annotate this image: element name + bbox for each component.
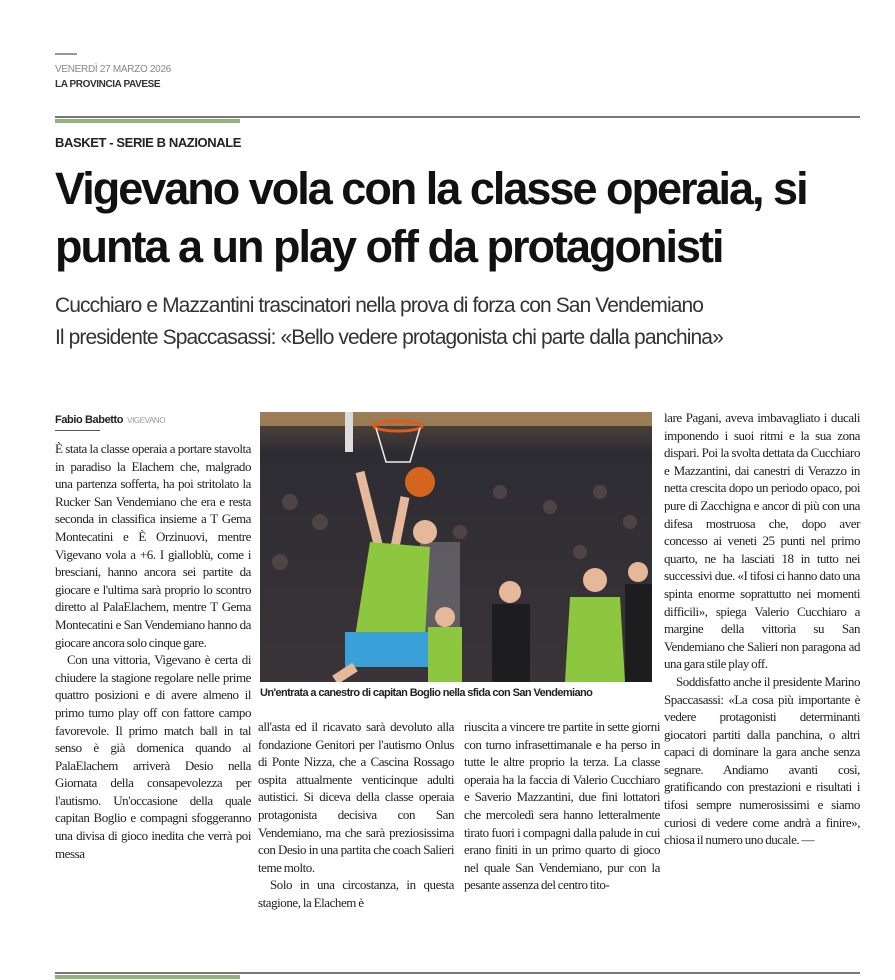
section-divider: [55, 116, 860, 118]
bottom-divider: [55, 972, 860, 974]
paragraph: Soddisfatto anche il presidente Marino Spaccasassi: «La cosa più importante è vedere protagonisti determinanti giocatori partiti dalla panchina, o altri capaci di dominare la gara anche senza segnare. Andiamo avanti così, gratificando con prestazioni e risultati i tifosi sempre numerosissimi e siamo curiosi di vedere come andrà a finire», chiosa il numero uno ducale. —: [664, 673, 860, 848]
section-accent-bar: [55, 119, 240, 123]
paragraph: lare Pagani, aveva imbavagliato i ducali imponendo i suoi ritmi e la sua zona dispari. Poi la svolta dettata da Cucchiaro e Mazzantini, dai canestri di Verazzo in netta crescita dopo un periodo opaco, poi pure di Zacchigna e ancor di più con una difesa mostruosa che, dopo aver concesso ai veneti 25 punti nel primo quarto, ne ha lasciati 18 in tutto nei successivi due. «I tifosi ci hanno dato una spinta enorme soprattutto nei momenti difficili», spiega Valerio Cucchiaro a margine della vittoria su San Vendemiano che Salieri non paragona ad una gara stile play off.: [664, 410, 860, 672]
top-rule: [55, 53, 77, 55]
paragraph: Solo in una circostanza, in questa stagione, la Elachem è: [258, 877, 454, 910]
headline: Vigevano vola con la classe operaia, si punta a un play off da protagonisti: [55, 163, 807, 272]
article-column-2: [258, 718, 454, 970]
paragraph: all'asta ed il ricavato sarà devoluto alla fondazione Genitori per l'autismo Onlus di Ponte Nizza, che a Cascina Rossago ospita attualmente venticinque adulti autistici. Si diceva della classe operaia protagonista decisiva con San Vendemiano, ma che sarà preziosissima con Desio in una partita che coach Salieri teme molto.: [258, 719, 454, 875]
paragraph: riuscita a vincere tre partite in sette giorni con turno infrasettimanale e ha perso in tutte le altre proprio la terza. La classe operaia ha la faccia di Valerio Cucchiaro e Saverio Mazzantini, due fini lottatori che mercoledì sera hanno letteralmente tirato fuori i compagni dalla palude in cui erano finiti in un primo quarto di gioco nel quale San Vendemiano, pur con la pesante assenza del centro tito-: [464, 719, 660, 893]
subtitle: [55, 290, 875, 354]
subtitle-line-2: Il presidente Spaccasassi: «Bello vedere protagonista chi parte dalla panchina»: [55, 326, 723, 349]
section-kicker: BASKET - SERIE B NAZIONALE: [55, 135, 242, 150]
bottom-accent-bar: [55, 975, 240, 979]
article-column-3: [464, 718, 660, 970]
byline: [55, 414, 165, 426]
paragraph: È stata la classe operaia a portare stavolta in paradiso la Elachem che, malgrado una partenza sofferta, ha poi stritolato la Rucker San Vendemiano che era e resta seconda in classifica insieme a T Gema Montecatini e È Orzinuovi, mentre Vigevano vola a +6. I gialloblù, come i bresciani, hanno ancora sei partite da giocare e l'ultima sarà proprio lo scontro diretto al PalaElachem, mentre T Gema Montecatini e San Vendemiano hanno da giocare ancora solo cinque gare.: [55, 441, 251, 650]
newspaper-name: LA PROVINCIA PAVESE: [55, 79, 161, 90]
issue-date: VENERDÌ 27 MARZO 2026: [55, 64, 171, 75]
basketball: [405, 467, 435, 497]
basketball-action-photo: [260, 412, 652, 682]
article-column-1: [55, 440, 251, 970]
article-photo: [260, 412, 652, 682]
article-column-4: [664, 409, 860, 969]
author-name: Fabio Babetto: [55, 414, 124, 426]
photo-caption: Un'entrata a canestro di capitan Boglio nella sfida con San Vendemiano: [260, 687, 593, 699]
dateline-location: VIGEVANO: [127, 416, 166, 425]
byline-rule: [55, 430, 100, 431]
subtitle-line-1: Cucchiaro e Mazzantini trascinatori nella prova di forza con San Vendemiano: [55, 294, 704, 317]
paragraph: Con una vittoria, Vigevano è certa di chiudere la stagione regolare nelle prime quattro posizioni e di avere almeno il primo turno play off con fattore campo favorevole. Il primo match ball in tal senso è già domenica quando al PalaElachem arriverà Desio nella Giornata della consapevolezza per l'autismo. Un'occasione della quale capitan Boglio e compagni sfoggeranno una divisa di gioco inedita che verrà poi messa: [55, 652, 251, 861]
